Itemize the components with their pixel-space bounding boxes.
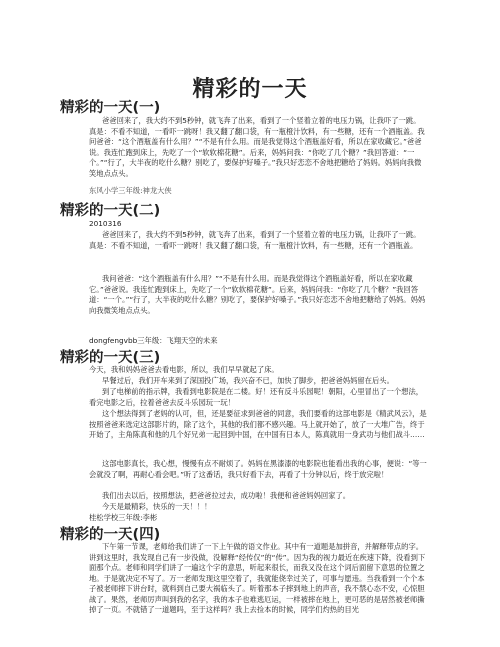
section-3-signature: 桂松学校三年级:李彬: [89, 513, 158, 522]
section-2-signature: dongfengvbb三年级：飞翔天空的未来: [89, 336, 218, 345]
document-title: 精彩的一天: [192, 77, 308, 102]
section-3-paragraph-4: 这个想法得到了老妈的认可，但，还是要征求到爸爸的同意，我们要看的这部电影是《精武风云》，是按照爸爸来选定这部影片的，除了这个，其他的我们都不感兴趣。马上就开始了，放了一大堆广告，终于开始了，主角陈真和他的几个好兄弟一起回到中国，在中国有日本人，陈真就用一身武功与他们战斗……: [89, 409, 427, 439]
section-4-heading: 精彩的一天(四): [60, 527, 161, 543]
section-3-paragraph-3: 到了电梯前的指示牌，我看到电影院是在二楼。好！还有反斗乐园呢！朝阳，心里冒出了一个想法，看完电影之后，拉着爸爸去反斗乐园玩一玩！: [89, 387, 424, 407]
section-3-paragraph-6: 我们出去以后，按照想法，把爸爸拉过去，成功啦！我便和爸爸妈妈回家了。: [102, 491, 351, 500]
section-2-paragraph-1: 爸爸回来了，我大约不到5秒钟，就飞奔了出来，看到了一个竖着立着的电压力锅，让我吓了一跳。真是：不看不知道，一看吓一跳呀！我又翻了翻口袋，有一瓶橙汁饮料，有一些糖，还有一个酒瓶盖。: [89, 230, 421, 250]
section-1-signature: 东风小学三年级:神龙大侠: [89, 186, 172, 195]
section-4-paragraph-1: 下午第一节课，老师给我们讲了一下上午做的语文作业。其中有一道题是加拼音，并解释带点的字。讲到这里时，我发现自己有一步没做，没解释“经传仅”的“传”。因为我的视力最近在疾速下降，没看到下面那个点。老师和同学们讲了一遍这个字的意思，听起来很长，而我又没在这个词后面留下意思的位置之地。于是就决定不写了。万一老师发现这里空着了，我就能侥幸过关了，可事与愿违。当我看到一个个本子被老师摔下讲台时，就料到自己要大祸临头了。听着那本子摔到地上的声音，我不禁心态不安，心惊胆战了。果然，老师厉声叫到我的名字，我的本子也难逃厄运，一样被摔在地上，更可恶的是居然被老师撕掉了一页。不就错了一道题吗，至于这样吗？我上去捡本的时候，同学们灼热的目光: [89, 542, 426, 614]
section-1-paragraph-1: 爸爸回来了，我大约不到5秒钟，就飞奔了出来，看到了一个竖着立着的电压力锅，让我吓了一跳。真是：不看不知道，一看吓一跳呀！我又翻了翻口袋，有一瓶橙汁饮料，有一些糖，还有一个酒瓶盖。我问爸爸：“这个酒瓶盖有什么用？”“不是有什么用。而是我觉得这个酒瓶盖好看，所以在家收藏它。”爸爸说。我连忙跑到床上，先吃了一个“软软棉花糖”。后来，妈妈问我：“你吃了几个糖？”我回答道：“一个。”“行了，大半夜的吃什么糖？别吃了，要保护好嗓子。”我只好恋恋不舍地把糖给了妈妈。妈妈向我微笑地点点头。: [89, 116, 425, 178]
section-2-paragraph-2: 我问爸爸：“这个酒瓶盖有什么用？”“不是有什么用。而是我觉得这个酒瓶盖好看，所以在家收藏它。”爸爸说。我连忙跑到床上，先吃了一个“软软棉花糖”。后来，妈妈问我：“你吃了几个糖？”我回答道：“一个。”“行了，大半夜的吃什么糖？别吃了，要保护好嗓子。”我只好恋恋不舍地把糖给了妈妈。妈妈向我微笑地点点头。: [89, 274, 426, 315]
section-2-date: 2010316: [89, 219, 122, 228]
section-3-paragraph-5: 这部电影真长，我心想，慢慢有点不耐烦了。妈妈在黑漆漆的电影院也能看出我的心事，便说：“等一会就没了啊，再耐心看会吧。”听了这番话，我只好看下去，再看了十分钟以后，终于放完啦！: [89, 459, 427, 479]
section-3-heading: 精彩的一天(三): [60, 350, 161, 366]
section-3-paragraph-1: 今天，我和妈妈爸爸去看电影，所以，我们早早就起了床。: [89, 365, 279, 374]
section-1-heading: 精彩的一天(一): [60, 100, 161, 116]
section-2-heading: 精彩的一天(二): [60, 203, 161, 219]
section-3-paragraph-7: 今天是最精彩，快乐的一天！！！: [102, 502, 212, 511]
section-3-paragraph-2: 早餐过后，我们开车来到了深国投广场，我兴奋不已，加快了脚步，把爸爸妈妈留在后头。: [102, 376, 394, 385]
